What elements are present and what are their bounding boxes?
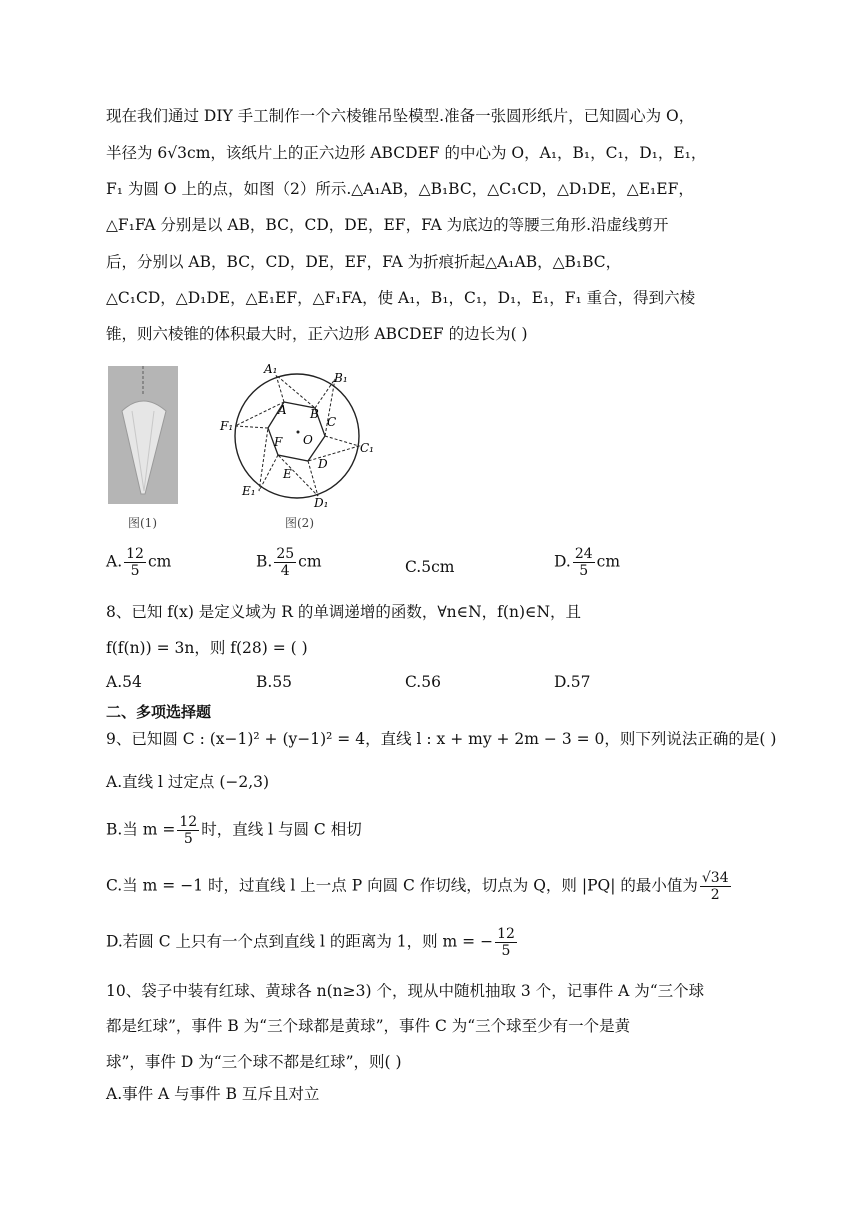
p8-line-1: 8、已知 f(x) 是定义域为 R 的单调递增的函数，∀n∈N，f(n)∈N，且 <box>106 603 582 621</box>
p7-option-a-prefix: A. <box>106 552 123 571</box>
p9-option-b-post: 时，直线 l 与圆 C 相切 <box>201 820 362 839</box>
p8-line-2: f(f(n)) = 3n，则 f(28) = ( ) <box>106 639 308 657</box>
label-A1: A₁ <box>264 362 278 376</box>
p8-option-c: C.56 <box>405 673 441 691</box>
p7-line-1: 现在我们通过 DIY 手工制作一个六棱锥吊坠模型.准备一张圆形纸片，已知圆心为 O， <box>106 107 695 125</box>
p7-option-b-denominator: 4 <box>280 563 290 579</box>
p7-option-a-denominator: 5 <box>130 563 140 579</box>
label-C: C <box>327 415 337 429</box>
p7-option-a <box>106 546 171 579</box>
p9-option-a: A.直线 l 过定点 (−2,3) <box>106 773 270 791</box>
label-D: D <box>318 457 328 471</box>
label-A: A <box>278 403 287 417</box>
p9-option-b-fraction <box>177 814 199 847</box>
label-O: O <box>303 433 313 447</box>
figure-2-caption: 图(2) <box>285 516 314 530</box>
p7-option-b-prefix: B. <box>256 552 273 571</box>
p9-option-c <box>106 870 733 903</box>
p9-stem: 9、已知圆 C : (x−1)² + (y−1)² = 4，直线 l : x + my + 2m − 3 = 0，则下列说法正确的是( ) <box>106 730 777 748</box>
p7-option-d-numerator: 24 <box>574 546 593 562</box>
p9-option-b-denominator: 5 <box>183 831 193 847</box>
label-C1: C₁ <box>360 441 374 455</box>
p9-option-c-fraction <box>700 870 731 903</box>
p9-option-d-fraction <box>495 926 517 959</box>
p9-option-b-pre: B.当 m = <box>106 820 176 839</box>
p9-option-c-pre: C.当 m = −1 时，过直线 l 上一点 P 向圆 C 作切线，切点为 Q，则 |PQ| 的最小值为 <box>106 876 698 895</box>
p9-option-d-numerator: 12 <box>497 926 515 942</box>
p7-option-b-fraction <box>274 546 296 579</box>
label-B1: B₁ <box>334 371 348 385</box>
label-B: B <box>310 407 319 421</box>
p7-line-6: △C₁CD，△D₁DE，△E₁EF，△F₁FA，使 A₁，B₁，C₁，D₁，E₁，F₁ 重合，得到六棱 <box>106 289 696 307</box>
p10-line-3: 球”，事件 D 为“三个球不都是红球”，则( ) <box>106 1053 402 1071</box>
p9-option-c-denominator: 2 <box>710 887 720 903</box>
p7-line-2: 半径为 6√3cm，该纸片上的正六边形 ABCDEF 的中心为 O，A₁，B₁，C₁，D₁，E₁， <box>106 144 707 162</box>
p7-option-b-numerator: 25 <box>276 546 295 562</box>
p7-option-a-unit: cm <box>147 552 172 571</box>
pendant-photo <box>108 366 178 504</box>
p7-line-5: 后，分别以 AB，BC，CD，DE，EF，FA 为折痕折起△A₁AB，△B₁BC， <box>106 253 622 271</box>
p9-option-d-pre: D.若圆 C 上只有一个点到直线 l 的距离为 1，则 m = − <box>106 932 494 951</box>
p7-line-4: △F₁FA 分别是以 AB，BC，CD，DE，EF，FA 为底边的等腰三角形.沿虚线剪开 <box>106 216 669 234</box>
p10-option-a: A.事件 A 与事件 B 互斥且对立 <box>106 1085 320 1103</box>
p7-line-7: 锥，则六棱锥的体积最大时，正六边形 ABCDEF 的边长为( ) <box>106 325 528 343</box>
figure-2-diagram <box>214 360 384 510</box>
p7-option-d-fraction <box>573 546 595 579</box>
p7-option-d-unit: cm <box>596 552 621 571</box>
p9-option-c-numerator: √34 <box>701 870 729 886</box>
p9-option-b-numerator: 12 <box>179 814 198 830</box>
section-2-title: 二、多项选择题 <box>106 703 212 721</box>
figure-1-caption: 图(1) <box>128 516 157 530</box>
p10-line-2: 都是红球”，事件 B 为“三个球都是黄球”，事件 C 为“三个球至少有一个是黄 <box>106 1017 631 1035</box>
p7-option-c: C.5cm <box>405 558 455 576</box>
p8-option-a: A.54 <box>106 673 142 691</box>
label-E1: E₁ <box>242 484 256 498</box>
p9-option-b <box>106 814 362 847</box>
p7-option-b-unit: cm <box>298 552 322 571</box>
p7-option-a-numerator: 12 <box>126 546 144 562</box>
p8-option-d: D.57 <box>554 673 591 691</box>
p7-option-d <box>554 546 620 579</box>
p8-option-b: B.55 <box>256 673 293 691</box>
p7-option-a-fraction <box>124 546 146 579</box>
label-F1: F₁ <box>220 419 234 433</box>
p10-line-1: 10、袋子中装有红球、黄球各 n(n≥3) 个，现从中随机抽取 3 个，记事件 A 为“三个球 <box>106 982 705 1000</box>
p7-option-d-denominator: 5 <box>579 563 589 579</box>
label-F: F <box>274 435 283 449</box>
label-E: E <box>283 467 292 481</box>
p7-option-b <box>256 546 322 579</box>
p9-option-d-denominator: 5 <box>501 943 511 959</box>
label-D1: D₁ <box>314 496 329 510</box>
p7-line-3: F₁ 为圆 O 上的点，如图（2）所示.△A₁AB，△B₁BC，△C₁CD，△D₁DE，△E₁EF， <box>106 180 694 198</box>
p7-option-d-prefix: D. <box>554 552 571 571</box>
p9-option-d <box>106 926 519 959</box>
